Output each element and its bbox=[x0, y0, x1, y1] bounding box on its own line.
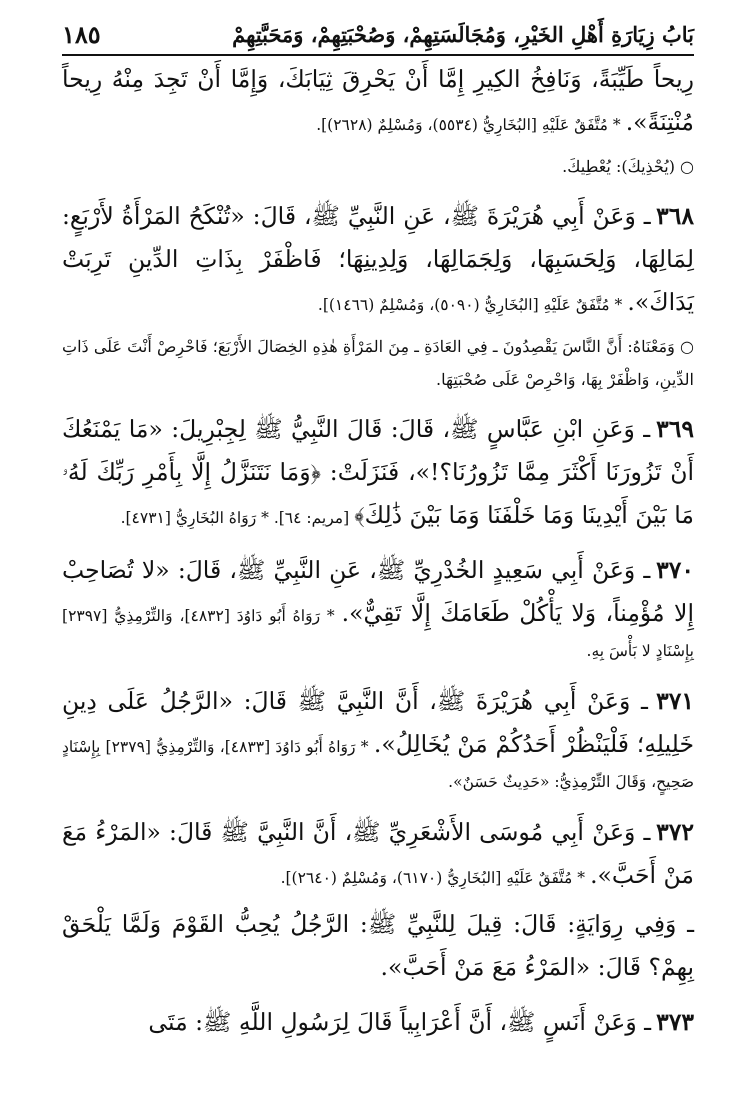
hadith-block bbox=[62, 680, 694, 799]
hadith-text: ـ وَعَنِ ابْنِ عَبَّاسٍ ﷺ، قَالَ: قَالَ النَّبِيُّ ﷺ لِجِبْرِيلَ: «مَا يَمْنَعُكَ أَنْ تَزُورَنَا أَكْثَرَ مِمَّا تَزُورُنَا؟!»، فَنَزَلَتْ: ﴿وَمَا نَتَنَزَّلُ إِلَّا بِأَمْرِ رَبِّكَ لَهُۥ مَا بَيْنَ أَيْدِينَا وَمَا خَلْفَنَا وَمَا بَيْنَ ذَٰلِكَ﴾ bbox=[62, 415, 694, 529]
text-main: ـ وَفِي رِوَايَةٍ: قَالَ: قِيلَ لِلنَّبِيِّ ﷺ: الرَّجُلُ يُحِبُّ القَوْمَ وَلَمَّا يَلْحَقْ بِهِمْ؟ قَالَ: «المَرْءُ مَعَ مَنْ أَحَبَّ». bbox=[62, 910, 694, 981]
hadith-citation: * رَوَاهُ أَبُو دَاوُدَ [٤٨٣٢]، وَالتِّرْمِذِيُّ [٢٣٩٧] بِإِسْنَادٍ لا بَأْسَ بِهِ. bbox=[62, 607, 694, 660]
hadith-number: ٣٧١ bbox=[656, 687, 694, 715]
hadith-block bbox=[62, 1001, 694, 1044]
hadith-block bbox=[62, 811, 694, 897]
hadith-number: ٣٦٨ bbox=[656, 202, 694, 230]
hadith-citation: * رَوَاهُ أَبُو دَاوُدَ [٤٨٣٣]، وَالتِّرْمِذِيُّ [٢٣٧٩] بِإِسْنَادٍ صَحِيحٍ، وَقَالَ التِّرْمِذِيُّ: «حَدِيثٌ حَسَنٌ». bbox=[62, 738, 694, 791]
page-body bbox=[62, 58, 694, 1044]
hadith-number: ٣٦٩ bbox=[656, 415, 694, 443]
hadith-text: ـ وَعَنْ أَبِي هُرَيْرَةَ ﷺ، عَنِ النَّبِيِّ ﷺ، قَالَ: «تُنْكَحُ المَرْأَةُ لأَرْبَعٍ: لِمَالِهَا، وَلِحَسَبِهَا، وَلِجَمَالِهَا، وَلِدِينِهَا؛ فَاظْفَرْ بِذَاتِ الدِّينِ تَرِبَتْ يَدَاكَ». bbox=[62, 202, 694, 316]
hadith-citation: * مُتَّفَقٌ عَلَيْهِ [البُخَارِيُّ (٥٠٩٠)، وَمُسْلِمٌ (١٤٦٦)]. bbox=[317, 296, 623, 314]
hadith-text: ـ وَعَنْ أَبِي هُرَيْرَةَ ﷺ، أَنَّ النَّبِيَّ ﷺ قَالَ: «الرَّجُلُ عَلَى دِينِ خَلِيلِهِ؛ فَلْيَنْظُرْ أَحَدُكُمْ مَنْ يُخَالِلُ». bbox=[62, 687, 694, 758]
hadith-text: ـ وَعَنْ أَبِي مُوسَى الأَشْعَرِيِّ ﷺ، أَنَّ النَّبِيَّ ﷺ قَالَ: «المَرْءُ مَعَ مَنْ أَحَبَّ». bbox=[62, 818, 694, 889]
hadith-block bbox=[62, 195, 694, 324]
hadith-citation: [مريم: ٦٤]. * رَوَاهُ البُخَارِيُّ [٤٧٣١]. bbox=[120, 509, 350, 527]
text-block bbox=[62, 903, 694, 989]
chapter-title: بَابُ زِيَارَةِ أَهْلِ الخَيْرِ، وَمُجَالَسَتِهِمْ، وَصُحْبَتِهِمْ، وَمَحَبَّتِهِمْ bbox=[232, 21, 694, 47]
explanatory-note: ○ وَمَعْنَاهُ: أَنَّ النَّاسَ يَقْصِدُونَ ـ فِي العَادَةِ ـ مِنَ المَرْأَةِ هٰذِهِ الخِصَالَ الأَرْبَعَ؛ فَاحْرِصْ أَنْتَ عَلَى ذَاتِ الدِّينِ، وَاظْفَرْ بِهَا، وَاحْرِصْ عَلَى صُحْبَتِهَا. bbox=[62, 337, 694, 389]
hadith-text: ـ وَعَنْ أَنَسٍ ﷺ، أَنَّ أَعْرَابِياً قَالَ لِرَسُولِ اللَّهِ ﷺ: مَتَى bbox=[148, 1008, 652, 1036]
hadith-number: ٣٧٢ bbox=[656, 818, 694, 846]
text-block bbox=[62, 58, 694, 144]
explanatory-note: ○ (يُحْذِيكَ): يُعْطِيكَ. bbox=[562, 157, 694, 176]
hadith-block bbox=[62, 549, 694, 668]
hadith-number: ٣٧٣ bbox=[656, 1008, 694, 1036]
hadith-block bbox=[62, 408, 694, 537]
text-citation: * مُتَّفَقٌ عَلَيْهِ [البُخَارِيُّ (٥٥٣٤)، وَمُسْلِمٌ (٢٦٢٨)]. bbox=[316, 116, 621, 134]
hadith-text: ـ وَعَنْ أَبِي سَعِيدٍ الخُدْرِيِّ ﷺ، عَنِ النَّبِيِّ ﷺ، قَالَ: «لا تُصَاحِبْ إِلا مُؤْمِناً، وَلا يَأْكُلْ طَعَامَكَ إِلَّا تَقِيٌّ». bbox=[62, 556, 694, 627]
hadith-number: ٣٧٠ bbox=[656, 556, 694, 584]
text-main: رِيحاً طَيِّبَةً، وَنَافِخُ الكِيرِ إِمَّا أَنْ يَحْرِقَ ثِيَابَكَ، وَإِمَّا أَنْ تَجِدَ مِنْهُ رِيحاً مُنْتِنَةً». bbox=[62, 65, 694, 136]
page-number: ١٨٥ bbox=[62, 19, 101, 49]
hadith-citation: * مُتَّفَقٌ عَلَيْهِ [البُخَارِيُّ (٦١٧٠)، وَمُسْلِمٌ (٢٦٤٠)]. bbox=[280, 869, 585, 887]
page-header bbox=[62, 14, 694, 56]
